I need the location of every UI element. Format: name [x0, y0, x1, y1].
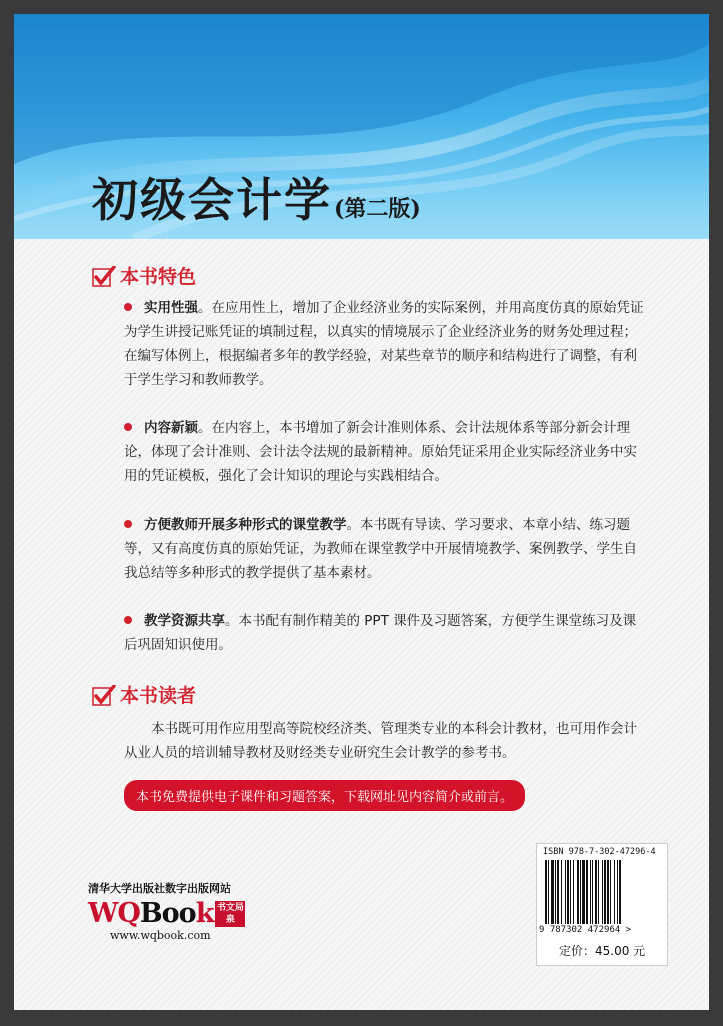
bullet-icon — [124, 616, 132, 624]
feature-text: 。在内容上，本书增加了新会计准则体系、会计法规体系等部分新会计理论，体现了会计准则、会计法令法规的最新精神。原始凭证采用企业实际经济业务中实用的凭证模板，强化了会计知识的理论与实践相结合。 — [124, 420, 637, 484]
bullet-icon — [124, 303, 132, 311]
wqbook-logo — [88, 898, 245, 929]
logo-k: k — [195, 898, 214, 929]
book-title: 初级会计学 — [92, 173, 332, 227]
logo-book: Boo — [139, 898, 196, 929]
feature-item — [124, 296, 644, 392]
barcode-panel — [536, 843, 668, 966]
feature-name: 实用性强 — [144, 300, 198, 316]
readers-heading-label: 本书读者 — [120, 685, 197, 707]
price-value: 45.00 元 — [595, 944, 646, 958]
price-row — [559, 942, 645, 959]
feature-name: 方便教师开展多种形式的课堂教学 — [144, 517, 347, 533]
feature-text: 。在应用性上，增加了企业经济业务的实际案例，并用高度仿真的原始凭证为学生讲授记账凭证的填制过程，以真实的情境展示了企业经济业务的财务处理过程；在编写体例上，根据编者多年的教学经验，对某些章节的顺序和结构进行了调整，有利于学生学习和教师教学。 — [124, 300, 644, 388]
logo-wq: WQ — [88, 898, 140, 929]
promo-banner: 本书免费提供电子课件和习题答案，下载网址见内容简介或前言。 — [124, 780, 525, 811]
checkmark-icon — [92, 685, 112, 705]
barcode-graphic — [545, 860, 659, 924]
feature-text: 。本书既有导读、学习要求、本章小结、练习题等，又有高度仿真的原始凭证，为教师在课堂教学中开展情境教学、案例教学、学生自我总结等多种形式的教学提供了基本素材。 — [124, 517, 637, 581]
features-heading-label: 本书特色 — [120, 266, 197, 288]
publisher-url: www.wqbook.com — [110, 929, 211, 942]
features-heading — [92, 262, 196, 289]
feature-item — [124, 513, 644, 585]
isbn-text: ISBN 978-7-302-47296-4 — [543, 847, 656, 857]
readers-text: 本书既可用作应用型高等院校经济类、管理类专业的本科会计教材，也可用作会计从业人员的培训辅导教材及财经类专业研究生会计教学的参考书。 — [124, 721, 637, 761]
feature-item — [124, 609, 644, 657]
checkmark-icon — [92, 266, 112, 286]
readers-heading — [92, 681, 196, 708]
publisher-block — [88, 880, 245, 942]
logo-seal: 书文局泉 — [216, 902, 244, 925]
feature-text: 。本书配有制作精美的 PPT 课件及习题答案，方便学生课堂练习及课后巩固知识使用。 — [124, 613, 637, 653]
bullet-icon — [124, 520, 132, 528]
feature-item — [124, 416, 644, 488]
bullet-icon — [124, 423, 132, 431]
feature-name: 内容新颖 — [144, 420, 198, 436]
title-block — [92, 164, 421, 230]
price-label: 定价： — [559, 944, 596, 958]
publisher-name: 清华大学出版社数字出版网站 — [88, 882, 231, 895]
ean-digits: 9 787302 472964 > — [539, 925, 632, 935]
book-back-cover — [14, 14, 709, 1010]
feature-name: 教学资源共享 — [144, 613, 225, 629]
book-edition: (第二版) — [334, 196, 421, 222]
